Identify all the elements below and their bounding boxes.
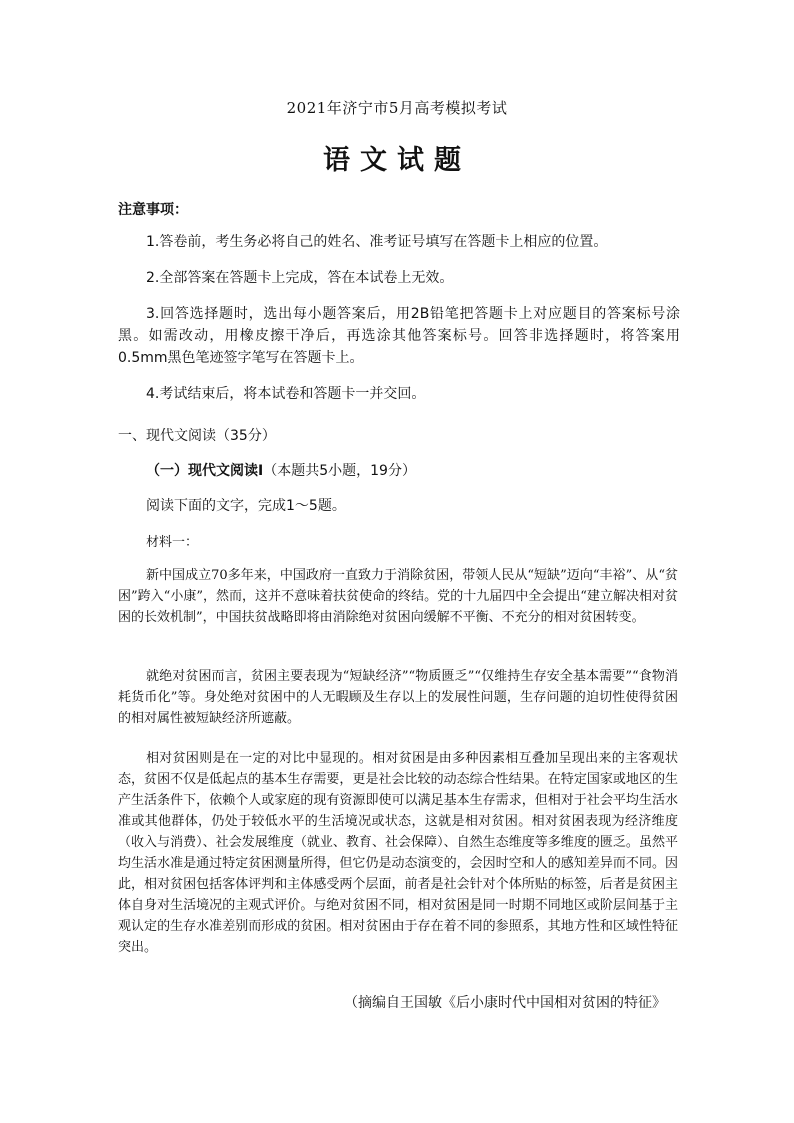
subsection-info: （本题共5小题，19分） [263, 463, 416, 479]
note-item-4: 4.考试结束后，将本试卷和答题卡一并交回。 [146, 386, 426, 402]
note-item-3: 3.回答选择题时，选出每小题答案后，用2B铅笔把答题卡上对应题目的答案标号涂黑。如需改动，用橡皮擦干净后，再选涂其他答案标号。回答非选择题时，将答案用0.5mm黑色笔迹签字笔写在答题卡上。 [118, 306, 680, 366]
material-paragraph-2: 就绝对贫困而言，贫困主要表现为“短缺经济”“物质匮乏”“仅维持生存安全基本需要”“食物消耗货币化”等。身处绝对贫困中的人无暇顾及生存以上的发展性问题，生存问题的迫切性使得贫困的相对属性被短缺经济所遮蔽。 [118, 669, 678, 726]
material-label: 材料一： [146, 535, 199, 550]
notes-heading: 注意事项： [118, 202, 188, 218]
subject-title: 语文试题 [323, 145, 471, 176]
subsection-title: （一）现代文阅读Ⅰ [146, 463, 264, 479]
note-item-1: 1.答卷前，考生务必将自己的姓名、准考证号填写在答题卡上相应的位置。 [146, 234, 608, 250]
exam-title: 2021年济宁市5月高考模拟考试 [286, 99, 508, 117]
subsection-heading [146, 460, 416, 480]
material-paragraph-3: 相对贫困则是在一定的对比中显现的。相对贫困是由多种因素相互叠加呈现出来的主客观状态，贫困不仅是低起点的基本生存需要，更是社会比较的动态综合性结果。在特定国家或地区的生产生活条件下，依赖个人或家庭的现有资源即使可以满足基本生存需求，但相对于社会平均生活水准或其他群体，仍处于较低水平的生活境况或状态，这就是相对贫困。相对贫困表现为经济维度（收入与消费）、社会发展维度（就业、教育、社会保障）、自然生态维度等多维度的匮乏。虽然平均生活水准是通过特定贫困测量所得，但它仍是动态演变的，会因时空和人的感知差异而不同。因此，相对贫困包括客体评判和主体感受两个层面，前者是社会针对个体所贴的标签，后者是贫困主体自身对生活境况的主观式评价。与绝对贫困不同，相对贫困是同一时期不同地区或阶层间基于主观认定的生存水准差别而形成的贫困。相对贫困由于存在着不同的参照系，其地方性和区域性特征突出。 [118, 751, 678, 955]
reading-instruction: 阅读下面的文字，完成1～5题。 [146, 498, 346, 514]
material-paragraph-1: 新中国成立70多年来，中国政府一直致力于消除贫困，带领人民从“短缺”迈向“丰裕”、从“贫困”跨入“小康”，然而，这并不意味着扶贫使命的终结。党的十九届四中全会提出“建立解决相对贫困的长效机制”，中国扶贫战略即将由消除绝对贫困向缓解不平衡、不充分的相对贫困转变。 [118, 568, 678, 625]
section-heading: 一、现代文阅读（35分） [118, 428, 276, 444]
source-citation: （摘编自王国敏《后小康时代中国相对贫困的特征》 [344, 995, 666, 1011]
note-item-2: 2.全部答案在答题卡上完成，答在本试卷上无效。 [146, 270, 454, 286]
